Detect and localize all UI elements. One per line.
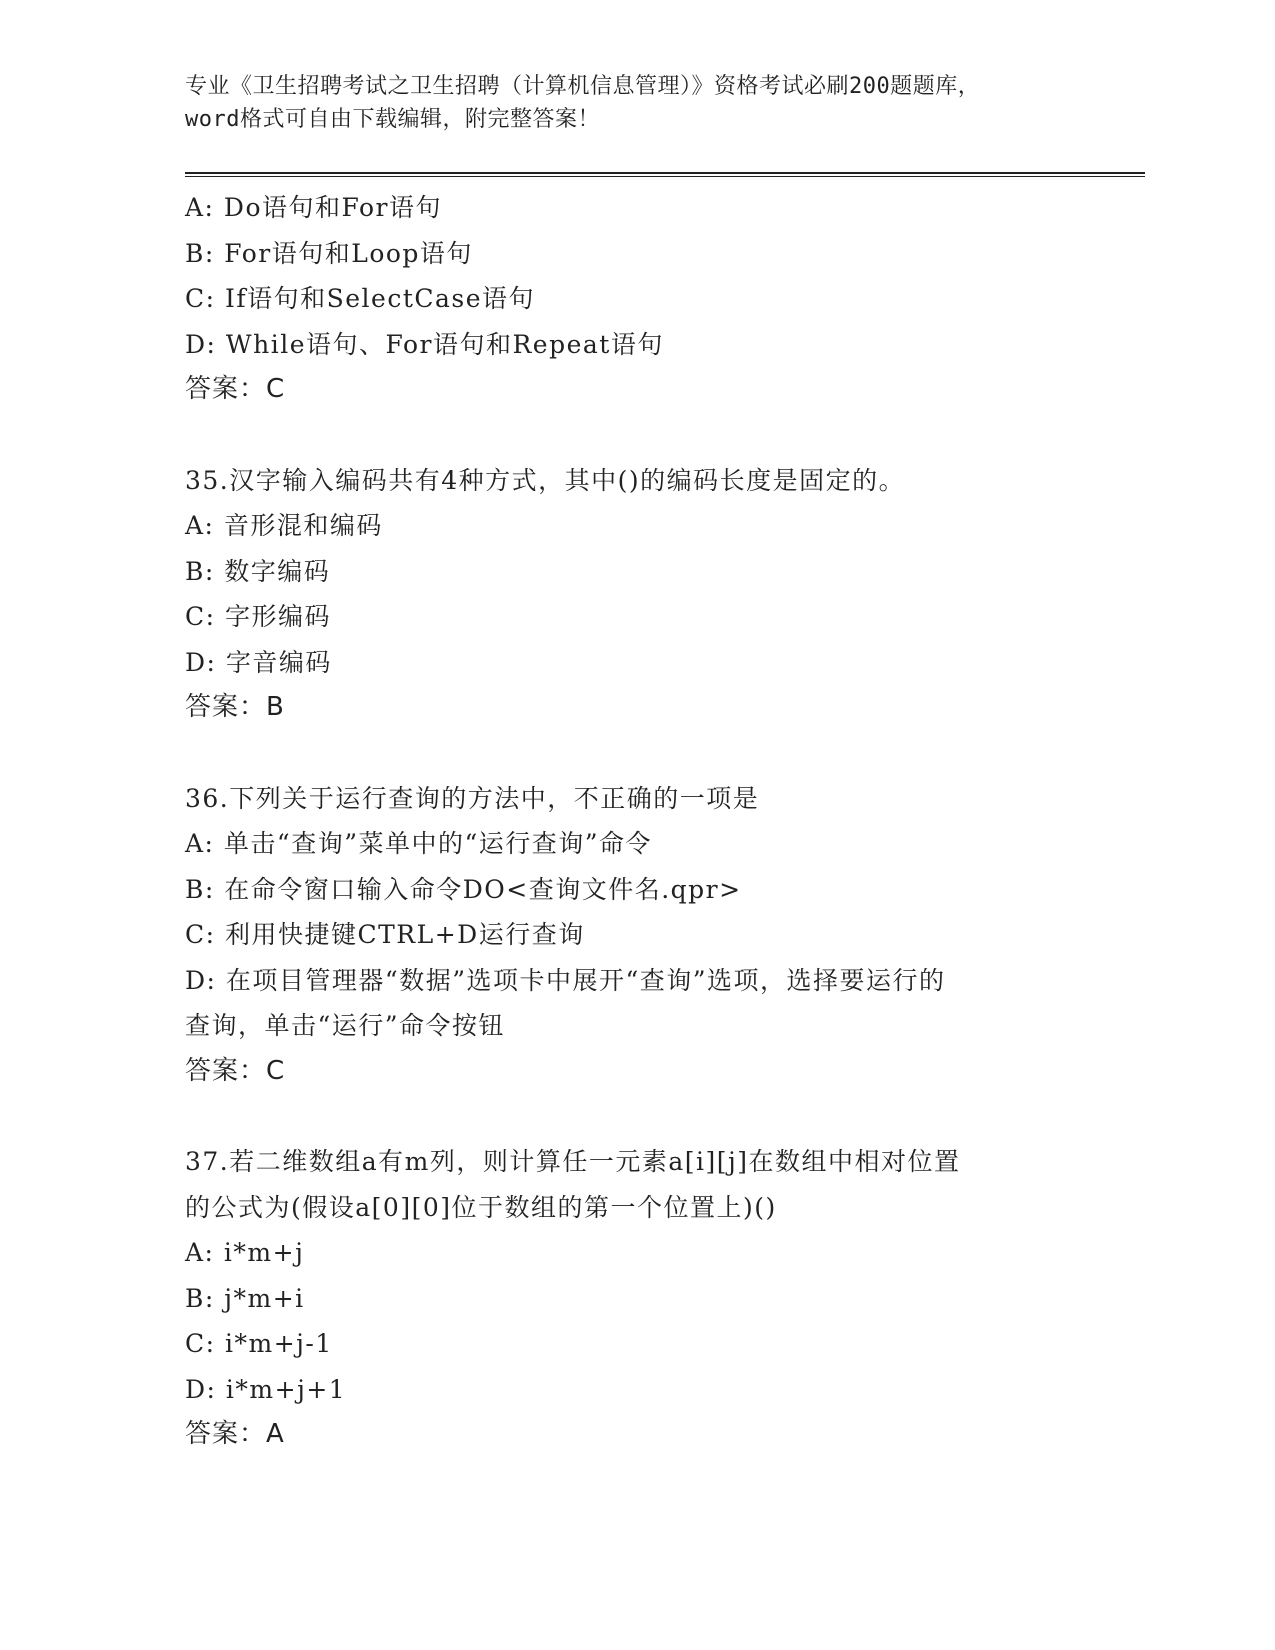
option-c: C: 字形编码 [185, 602, 331, 631]
option-a: A: i*m+j [185, 1238, 305, 1267]
option-c: C: i*m+j-1 [185, 1329, 333, 1358]
option-b: B: 在命令窗口输入命令DO<查询文件名.qpr> [185, 874, 742, 904]
option-c: C: 利用快捷键CTRL+D运行查询 [185, 920, 585, 949]
option-a: A: Do语句和For语句 [185, 193, 443, 222]
answer-line: 答案：B [185, 692, 285, 722]
question-34 [185, 185, 1145, 413]
document-page [185, 70, 1145, 1458]
option-c: C: If语句和SelectCase语句 [185, 284, 536, 313]
question-37 [185, 1139, 1145, 1458]
option-b: B: For语句和Loop语句 [185, 238, 473, 268]
option-d: D: 在项目管理器“数据”选项卡中展开“查询”选项，选择要运行的 [185, 965, 946, 995]
question-stem: 37.若二维数组a有m列，则计算任一元素a[i][j]在数组中相对位置 [185, 1147, 961, 1176]
answer-line: 答案：C [185, 1055, 286, 1086]
option-d: D: While语句、For语句和Repeat语句 [185, 329, 664, 359]
option-a: A: 单击“查询”菜单中的“运行查询”命令 [185, 829, 653, 858]
option-b: B: 数字编码 [185, 556, 331, 586]
header-divider [185, 172, 1145, 177]
option-b: B: j*m+i [185, 1283, 305, 1313]
question-stem-continued: 的公式为(假设a[0][0]位于数组的第一个位置上)() [185, 1192, 777, 1222]
question-list [185, 185, 1145, 1458]
option-d: D: i*m+j+1 [185, 1374, 347, 1404]
question-stem: 35.汉字输入编码共有4种方式，其中()的编码长度是固定的。 [185, 465, 906, 495]
question-stem: 36.下列关于运行查询的方法中，不正确的一项是 [185, 783, 760, 813]
question-36 [185, 776, 1145, 1095]
question-35 [185, 458, 1145, 731]
header-line-2: word格式可自由下载编辑，附完整答案！ [185, 107, 600, 132]
header-line-1: 专业《卫生招聘考试之卫生招聘（计算机信息管理）》资格考试必刷200题题库， [185, 74, 981, 99]
document-header [185, 70, 1145, 136]
option-a: A: 音形混和编码 [185, 511, 383, 540]
answer-line: 答案：A [185, 1419, 285, 1449]
option-d-continued: 查询，单击“运行”命令按钮 [185, 1011, 506, 1040]
option-d: D: 字音编码 [185, 647, 332, 677]
answer-line: 答案：C [185, 374, 286, 404]
